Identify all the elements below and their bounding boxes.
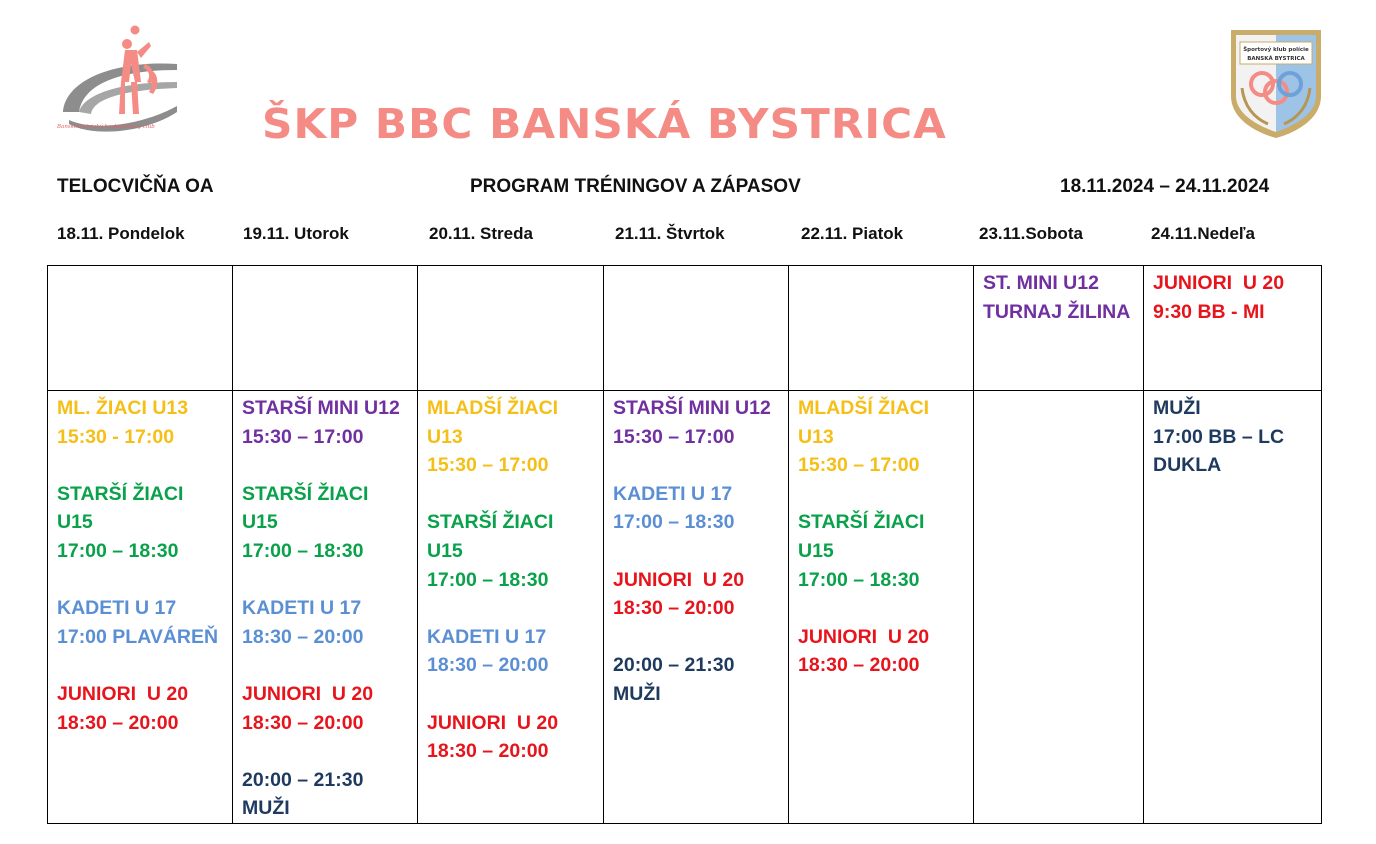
schedule-entry — [427, 394, 594, 480]
schedule-row-matches — [48, 266, 1322, 391]
entry-title: JUNIORI U 20 — [1153, 272, 1285, 294]
entry-detail: DUKLA — [1153, 454, 1222, 477]
entry-detail: 15:30 – 17:00 — [798, 454, 920, 477]
entry-detail: TURNAJ ŽILINA — [983, 300, 1131, 323]
schedule-cell — [974, 391, 1144, 824]
schedule-entry — [613, 480, 779, 537]
entry-detail: 18:30 – 20:00 — [427, 740, 549, 763]
entry-detail: 15:30 – 17:00 — [242, 425, 364, 448]
day-header-thu: 21.11. Štvrtok — [615, 224, 725, 243]
day-header-sun: 24.11.Nedeľa — [1151, 224, 1255, 243]
venue-label: TELOCVIČŇA OA — [57, 176, 214, 197]
entry-title: KADETI U 17 — [613, 482, 733, 505]
club-logo-left — [55, 20, 185, 140]
entry-detail: 17:00 – 18:30 — [242, 539, 364, 562]
entry-title: STARŠÍ ŽIACI U15 — [798, 511, 930, 562]
schedule-entry — [613, 394, 779, 451]
schedule-cell — [418, 266, 604, 391]
entry-title: JUNIORI U 20 — [242, 682, 374, 705]
entry-title: JUNIORI U 20 — [613, 568, 745, 591]
police-sports-club-crest-icon — [1228, 26, 1324, 140]
crest-caption-top: Športový klub polície — [1243, 47, 1309, 53]
entry-title: KADETI U 17 — [427, 625, 547, 648]
schedule-cell — [1144, 266, 1322, 391]
entry-title: STARŠÍ ŽIACI U15 — [427, 511, 559, 562]
entry-detail: 15:30 – 17:00 — [427, 454, 549, 477]
entry-detail: 15:30 – 17:00 — [613, 425, 735, 448]
entry-title: STARŠÍ ŽIACI U15 — [57, 482, 189, 534]
entry-detail: 17:00 – 18:30 — [613, 511, 735, 534]
schedule-row-trainings — [48, 391, 1322, 824]
club-crest-right — [1228, 26, 1324, 140]
entry-title: 20:00 – 21:30 — [613, 654, 735, 677]
entry-detail: 17:00 PLAVÁREŇ — [57, 625, 219, 648]
crest-caption-bottom: BANSKÁ BYSTRICA — [1247, 56, 1305, 62]
entry-title: MLADŠÍ ŽIACI — [798, 397, 930, 419]
schedule-entry — [613, 566, 779, 623]
day-header-tue: 19.11. Utorok — [243, 224, 349, 243]
entry-detail: 9:30 BB - MI — [1153, 300, 1265, 323]
schedule-entry — [57, 394, 223, 451]
entry-detail: MUŽI — [242, 797, 290, 820]
entry-title: ST. MINI U12 — [983, 272, 1099, 294]
entry-title: MUŽI — [1153, 397, 1201, 419]
entry-detail: 18:30 – 20:00 — [242, 625, 364, 648]
schedule-cell — [604, 391, 789, 824]
schedule-entry — [242, 680, 408, 737]
schedule-entry — [427, 709, 594, 766]
day-header-fri: 22.11. Piatok — [801, 224, 904, 243]
schedule-entry — [57, 594, 223, 651]
schedule-cell — [48, 391, 233, 824]
entry-title: MLADŠÍ ŽIACI — [427, 397, 559, 419]
schedule-entry — [798, 394, 964, 480]
entry-title: KADETI U 17 — [57, 597, 177, 620]
entry-detail: 18:30 – 20:00 — [613, 597, 735, 620]
schedule-entry — [798, 508, 964, 594]
day-header-mon: 18.11. Pondelok — [57, 224, 185, 243]
schedule-cell — [233, 391, 418, 824]
entry-title: JUNIORI U 20 — [427, 711, 559, 734]
date-range-label: 18.11.2024 – 24.11.2024 — [1060, 176, 1270, 197]
schedule-entry — [242, 594, 408, 651]
entry-detail: 15:30 - 17:00 — [57, 425, 175, 448]
schedule-entry — [242, 766, 408, 823]
day-header-sat: 23.11.Sobota — [979, 224, 1083, 243]
entry-title: STARŠÍ MINI U12 — [613, 397, 771, 419]
entry-detail: 17:00 – 18:30 — [798, 568, 920, 591]
program-label: PROGRAM TRÉNINGOV A ZÁPASOV — [470, 176, 801, 197]
schedule-entry — [798, 623, 964, 680]
schedule-entry — [983, 269, 1134, 326]
schedule-cell — [604, 266, 789, 391]
basketball-club-logo-icon — [55, 20, 185, 140]
page-title: ŠKP BBC BANSKÁ BYSTRICA — [262, 100, 947, 148]
schedule-entry — [427, 623, 594, 680]
entry-detail: U13 — [798, 425, 834, 448]
club-logo-caption: Banskobystrický basketbalový club — [57, 124, 155, 130]
entry-detail: 18:30 – 20:00 — [57, 711, 179, 734]
schedule-table — [47, 265, 1322, 824]
entry-title: STARŠÍ ŽIACI U15 — [242, 482, 374, 534]
day-header-wed: 20.11. Streda — [429, 224, 533, 243]
entry-title: 20:00 – 21:30 — [242, 768, 364, 791]
schedule-entry — [57, 480, 223, 566]
schedule-entry — [57, 680, 223, 737]
entry-detail: 17:00 – 18:30 — [427, 568, 549, 591]
entry-title: KADETI U 17 — [242, 597, 362, 620]
entry-detail: MUŽI — [613, 682, 661, 705]
entry-detail: 18:30 – 20:00 — [798, 654, 920, 677]
schedule-cell — [789, 391, 974, 824]
schedule-entry — [242, 480, 408, 566]
schedule-entry — [427, 508, 594, 594]
schedule-entry — [1153, 269, 1312, 326]
schedule-cell — [1144, 391, 1322, 824]
entry-detail: 17:00 BB – LC — [1153, 425, 1285, 448]
entry-title: JUNIORI U 20 — [57, 682, 189, 705]
schedule-cell — [418, 391, 604, 824]
entry-detail: 18:30 – 20:00 — [427, 654, 549, 677]
schedule-cell — [48, 266, 233, 391]
entry-title: STARŠÍ MINI U12 — [242, 397, 400, 419]
schedule-entry — [242, 394, 408, 451]
entry-detail: 18:30 – 20:00 — [242, 711, 364, 734]
schedule-cell — [974, 266, 1144, 391]
entry-detail: U13 — [427, 425, 463, 448]
entry-title: JUNIORI U 20 — [798, 625, 930, 648]
schedule-cell — [789, 266, 974, 391]
entry-detail: 17:00 – 18:30 — [57, 539, 179, 562]
entry-title: ML. ŽIACI U13 — [57, 397, 189, 419]
schedule-entry — [613, 651, 779, 708]
schedule-entry — [1153, 394, 1312, 480]
schedule-cell — [233, 266, 418, 391]
